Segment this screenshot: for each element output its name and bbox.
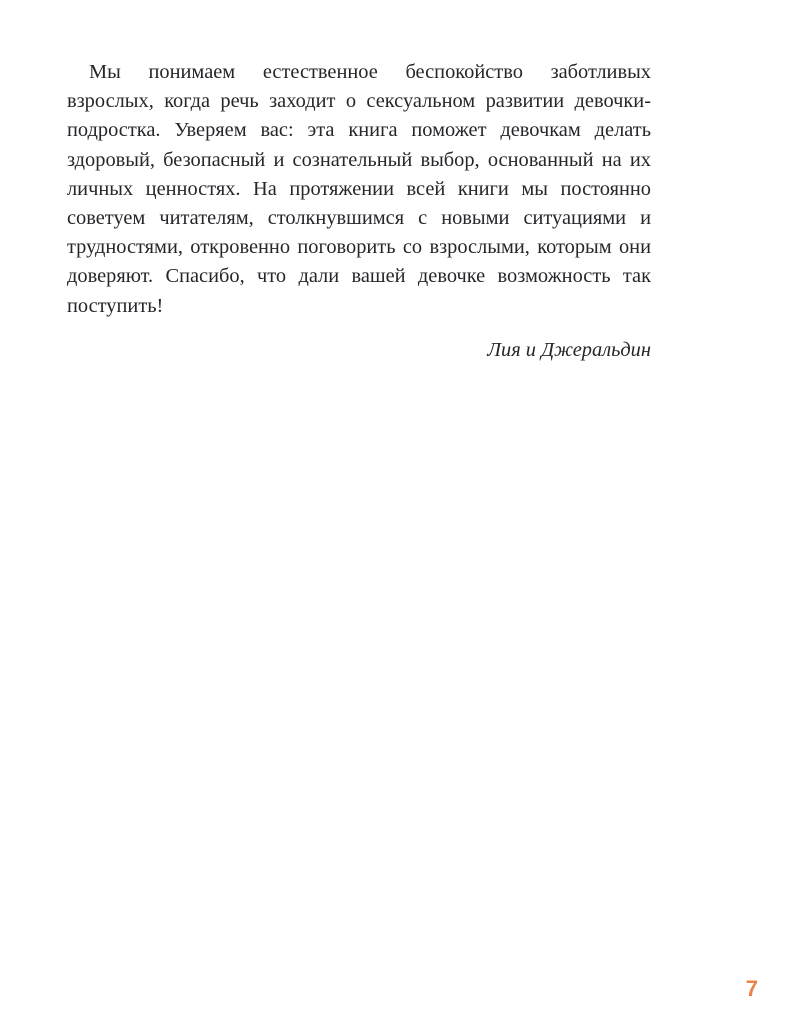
page-number: 7	[745, 976, 758, 1001]
page-text-block	[67, 58, 651, 321]
intro-paragraph: Мы понимаем естественное беспокойство заботливых взрослых, когда речь заходит о сексуальном развитии девочки-подростка. Уверяем вас: эта книга поможет девочкам делать здоровый, безопасный и сознательный выбор, основанный на их личных ценностях. На протяжении всей книги мы постоянно советуем читателям, столкнувшимся с новыми ситуациями и трудностями, откровенно поговорить со взрослыми, которым они доверяют. Спасибо, что дали вашей девочке возможность так поступить!	[67, 61, 651, 317]
authors-signature: Лия и Джеральдин	[487, 339, 651, 361]
